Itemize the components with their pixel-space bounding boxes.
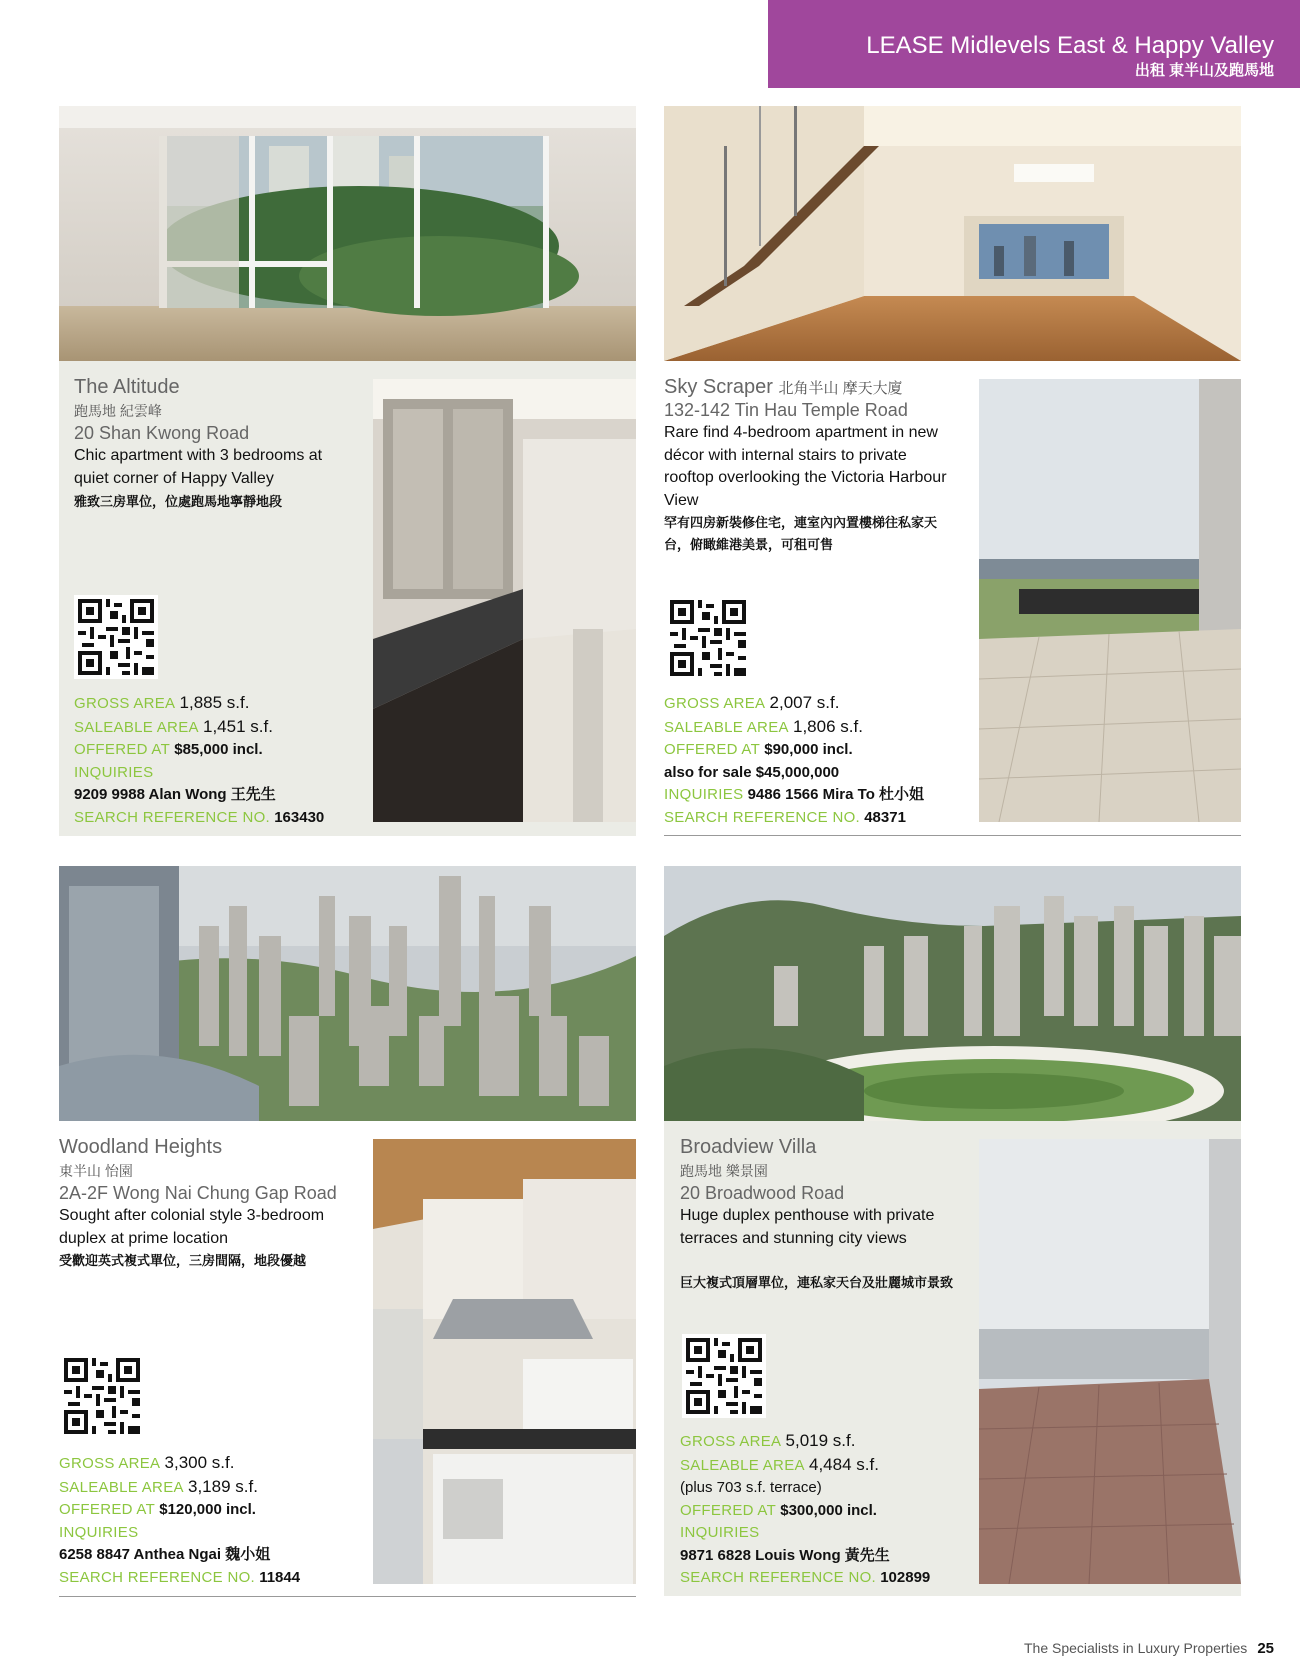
listing-name-row <box>664 375 903 401</box>
city-view-photo <box>59 866 636 1121</box>
footer-tagline: The Specialists in Luxury Properties <box>1023 1640 1248 1656</box>
contact: 9209 9988 Alan Wong 王先生 <box>74 786 276 803</box>
listing-description-zh: 巨大複式頂層單位，連私家天台及壯麗城市景致 <box>680 1275 954 1290</box>
gross-area-value: 3,300 s.f. <box>164 1453 235 1472</box>
price-value: $300,000 incl. <box>780 1501 877 1519</box>
section-title-en: LEASE Midlevels East & Happy Valley <box>866 32 1274 59</box>
offered-at-label: OFFERED AT <box>664 741 761 758</box>
section-header <box>768 0 1300 88</box>
listing-description-zh: 雅致三房單位，位處跑馬地寧靜地段 <box>74 494 283 509</box>
listing-district-zh: 跑馬地 樂景園 <box>680 1163 768 1179</box>
search-ref-label: SEARCH REFERENCE NO. <box>680 1569 877 1586</box>
kitchen-photo <box>373 379 636 822</box>
listing-description: Rare find 4-bedroom apartment in new décor with internal stairs to private rooftop overlooking the Victoria Harbour View <box>664 424 947 509</box>
staircase-living-photo <box>664 106 1241 361</box>
search-ref-label: SEARCH REFERENCE NO. <box>59 1568 256 1586</box>
kitchen-photo <box>373 1139 636 1584</box>
qr-code[interactable] <box>74 595 158 679</box>
listing-divider <box>664 835 1241 836</box>
search-ref-label: SEARCH REFERENCE NO. <box>74 808 271 826</box>
contact: 9871 6828 Louis Wong 黃先生 <box>680 1546 890 1564</box>
listing-district-zh: 東半山 怡園 <box>59 1163 133 1179</box>
saleable-area-label: SALEABLE AREA <box>664 718 789 736</box>
price-value: $90,000 incl. <box>764 741 853 758</box>
saleable-area-label: SALEABLE AREA <box>680 1456 805 1474</box>
saleable-area-label: SALEABLE AREA <box>74 718 199 736</box>
saleable-area-value: 3,189 s.f. <box>187 1476 258 1496</box>
listing-name: Woodland Heights <box>59 1136 223 1158</box>
listing-address: 20 Broadwood Road <box>680 1183 845 1203</box>
search-ref-value: 163430 <box>274 808 325 826</box>
offered-at-label: OFFERED AT <box>59 1501 156 1518</box>
qr-code[interactable] <box>60 1354 144 1438</box>
listing-specs <box>664 692 974 829</box>
inquiries-label: INQUIRIES <box>59 1523 139 1541</box>
listing-description-zh: 罕有四房新裝修住宅，連室內內置樓梯往私家天台，俯瞰維港美景，可租可售 <box>664 515 938 552</box>
inquiries-label: INQUIRIES <box>664 786 744 803</box>
sale-note: also for sale $45,000,000 <box>664 763 840 781</box>
gross-area-label: GROSS AREA <box>59 1455 161 1472</box>
qr-code[interactable] <box>682 1334 766 1418</box>
listing-specs <box>74 692 364 829</box>
listing-divider <box>59 1596 636 1597</box>
gross-area-label: GROSS AREA <box>74 695 176 712</box>
contact: 6258 8847 Anthea Ngai 魏小姐 <box>59 1546 271 1563</box>
saleable-area-value: 1,806 s.f. <box>792 716 863 736</box>
listing-description: Huge duplex penthouse with private terraces and stunning city views <box>680 1207 935 1247</box>
listing-description-zh: 受歡迎英式複式單位，三房間隔，地段優越 <box>59 1253 307 1268</box>
racecourse-view-photo <box>664 866 1241 1121</box>
listing-district-zh: 跑馬地 紀雲峰 <box>74 403 162 419</box>
saleable-area-value: 1,451 s.f. <box>202 716 273 736</box>
qr-code[interactable] <box>666 596 750 680</box>
inquiries-label: INQUIRIES <box>74 763 154 781</box>
inquiries-label: INQUIRIES <box>680 1524 760 1541</box>
price-value: $120,000 incl. <box>159 1501 256 1518</box>
listing-description: Sought after colonial style 3-bedroom duplex at prime location <box>59 1207 325 1247</box>
listing-name: The Altitude <box>74 376 180 398</box>
terrace-photo <box>979 1139 1241 1584</box>
page-footer <box>1024 1640 1274 1657</box>
listing-address: 132-142 Tin Hau Temple Road <box>664 400 908 420</box>
terrace-note: (plus 703 s.f. terrace) <box>680 1479 822 1496</box>
price-value: $85,000 incl. <box>174 741 263 758</box>
gross-area-value: 5,019 s.f. <box>785 1431 856 1450</box>
gross-area-label: GROSS AREA <box>664 695 766 712</box>
listing-address: 2A-2F Wong Nai Chung Gap Road <box>59 1183 337 1203</box>
listing-name: Broadview Villa <box>680 1136 817 1158</box>
offered-at-label: OFFERED AT <box>680 1501 777 1519</box>
search-ref-value: 48371 <box>864 808 906 826</box>
listing-name: Sky Scraper <box>664 376 773 398</box>
living-room-photo <box>59 106 636 361</box>
search-ref-value: 102899 <box>880 1569 931 1586</box>
saleable-area-value: 4,484 s.f. <box>808 1454 879 1474</box>
saleable-area-label: SALEABLE AREA <box>59 1478 184 1496</box>
listing-name-zh: 北角半山 摩天大廈 <box>778 380 903 397</box>
listing-address: 20 Shan Kwong Road <box>74 423 250 443</box>
gross-area-value: 2,007 s.f. <box>769 693 840 712</box>
gross-area-label: GROSS AREA <box>680 1433 782 1450</box>
listing-specs <box>680 1430 975 1590</box>
gross-area-value: 1,885 s.f. <box>179 693 250 712</box>
listing-description: Chic apartment with 3 bedrooms at quiet corner of Happy Valley <box>74 447 323 487</box>
contact: 9486 1566 Mira To 杜小姐 <box>747 786 925 803</box>
rooftop-terrace-photo <box>979 379 1241 822</box>
offered-at-label: OFFERED AT <box>74 741 171 758</box>
page-number: 25 <box>1257 1640 1274 1657</box>
search-ref-label: SEARCH REFERENCE NO. <box>664 808 861 826</box>
listing-specs <box>59 1452 359 1589</box>
section-title-zh: 出租 東半山及跑馬地 <box>1134 62 1274 79</box>
search-ref-value: 11844 <box>259 1568 301 1586</box>
